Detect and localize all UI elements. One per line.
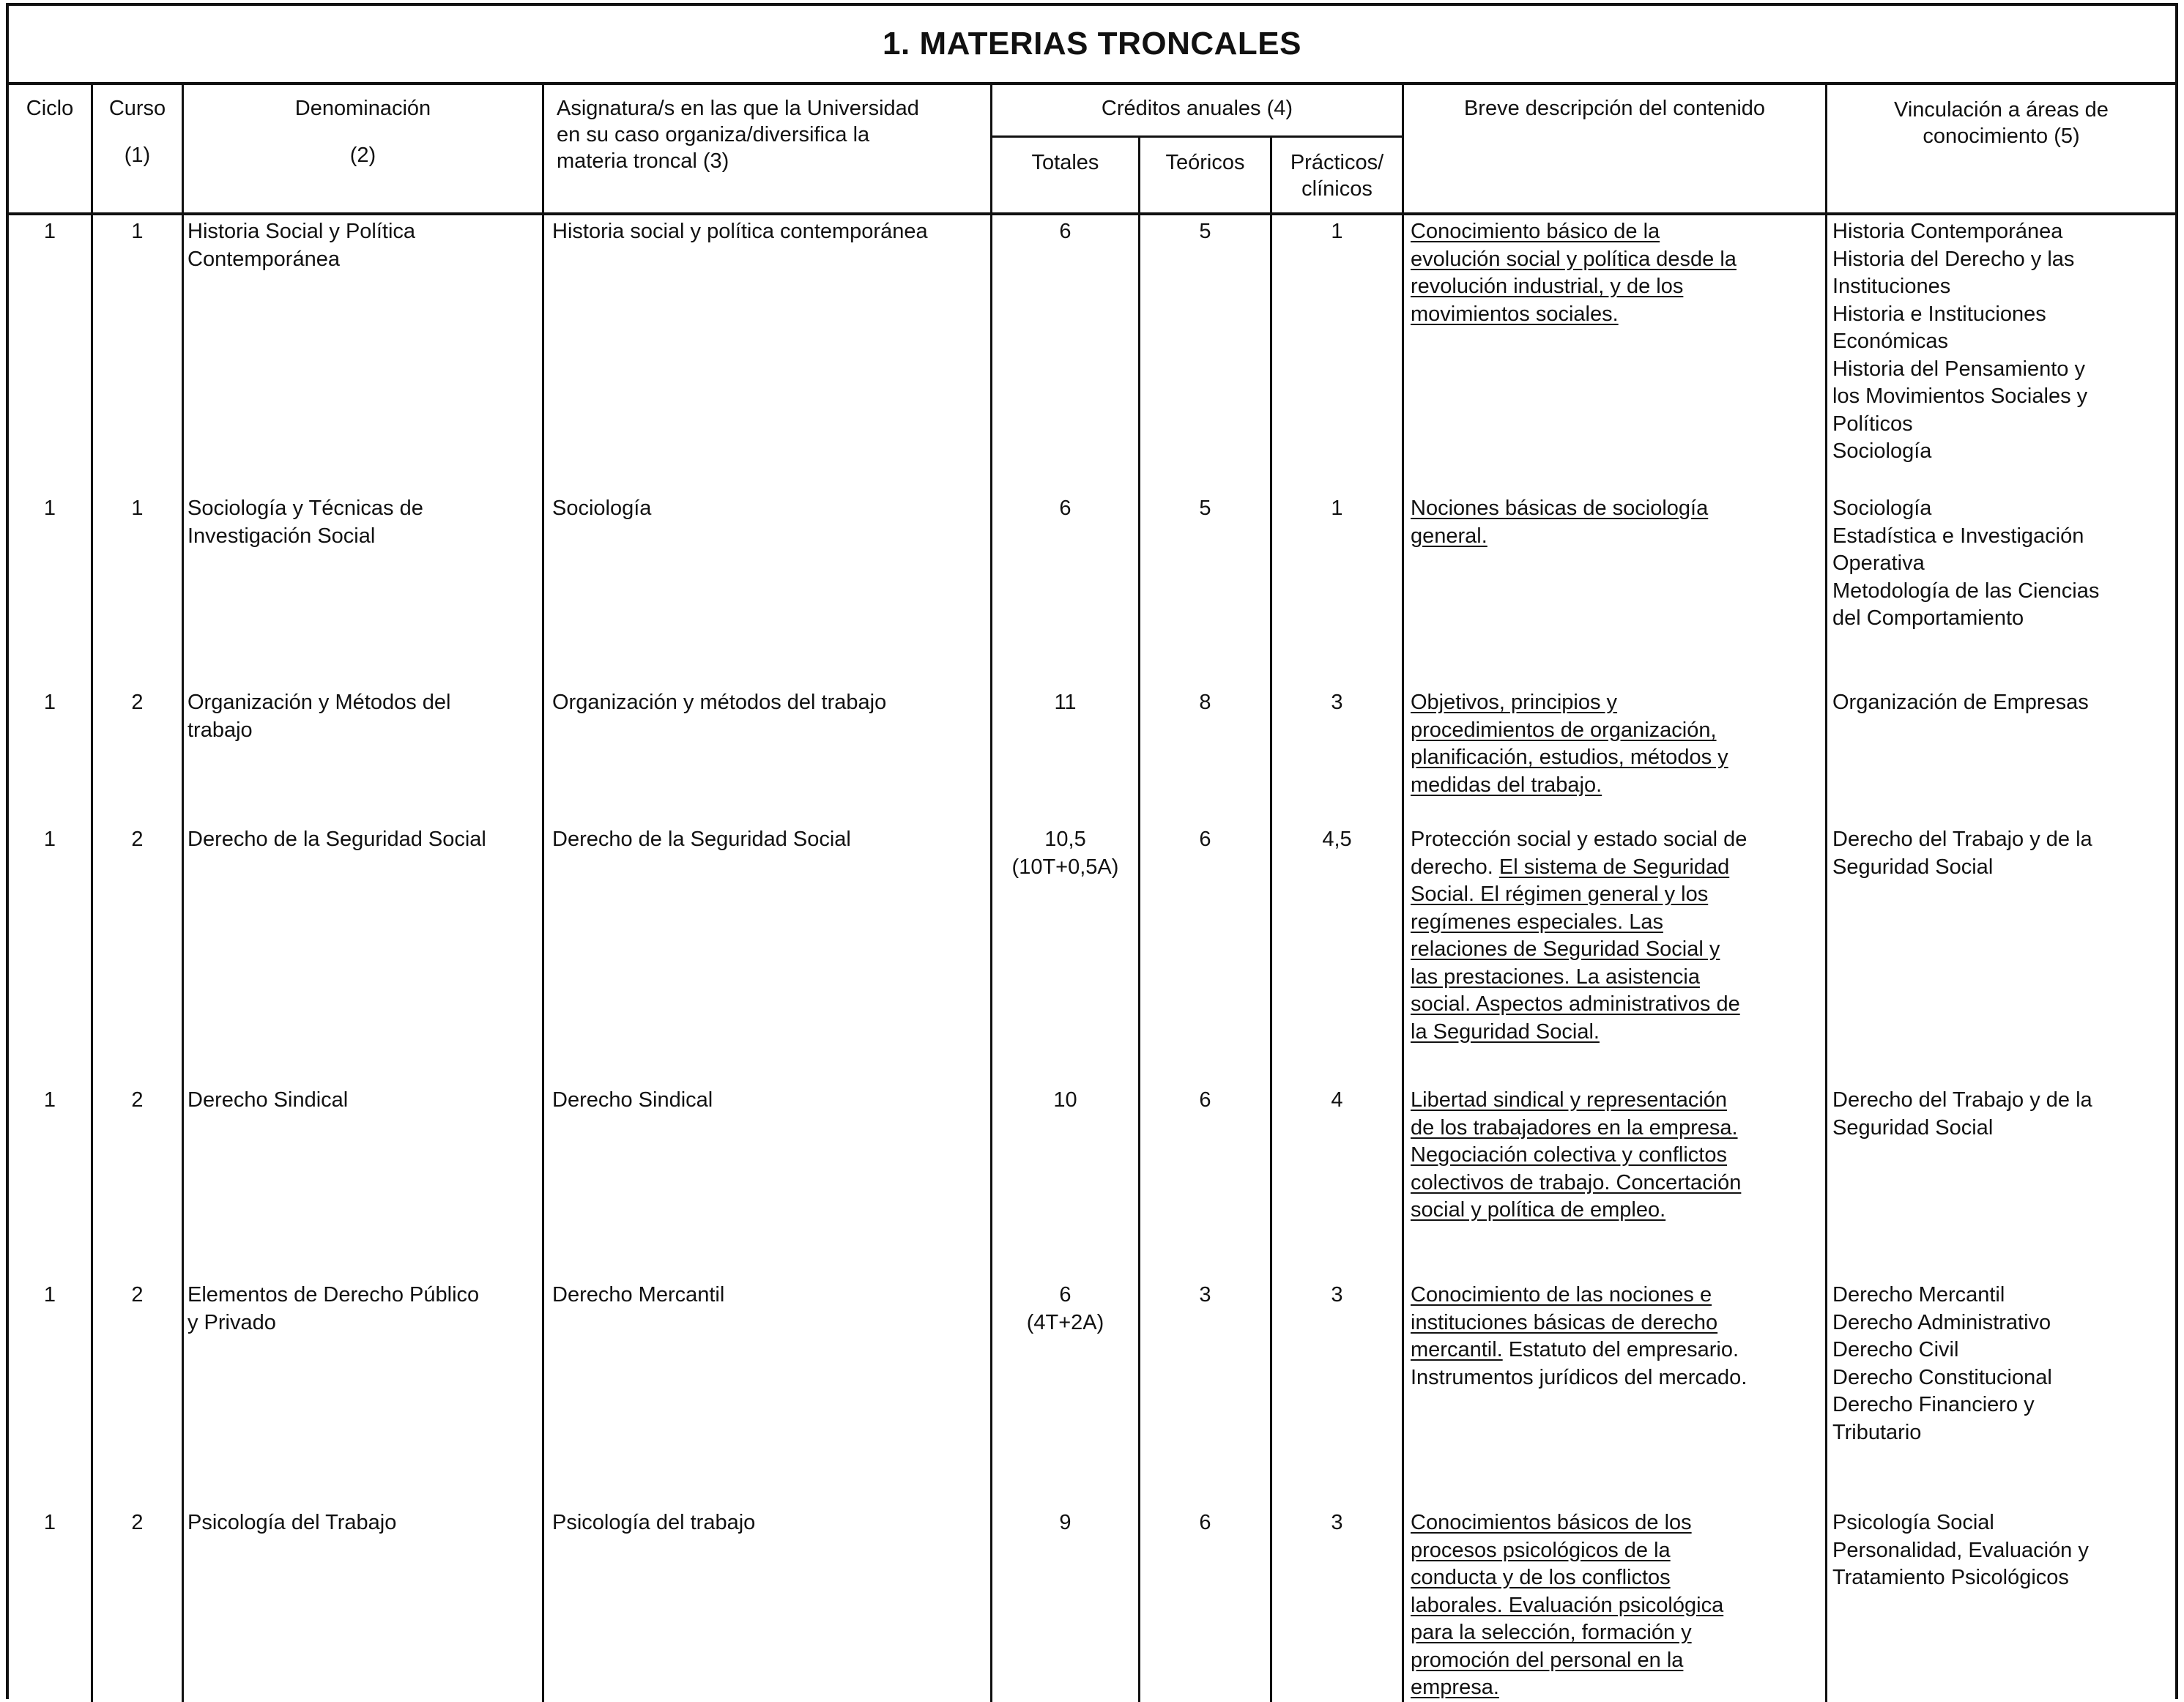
cell-teoricos: 6 bbox=[1199, 1511, 1211, 1534]
cell-descripcion: Conocimiento de las nociones e instituciones básicas de derecho mercantil. Estatuto del empresario. Instrumentos jurídicos del mercado. bbox=[1411, 1283, 1747, 1389]
cell-totales: 6 bbox=[1059, 497, 1071, 520]
cell-descripcion: Conocimiento básico de la evolución social y política desde la revolución industrial, y de los movimientos sociales. bbox=[1411, 220, 1737, 326]
cell-denominacion: Historia Social y Política Contemporánea bbox=[187, 220, 416, 271]
cell-curso: 2 bbox=[131, 1283, 144, 1307]
cell-practicos: 4,5 bbox=[1322, 828, 1352, 851]
cell-asignatura: Organización y métodos del trabajo bbox=[552, 691, 887, 714]
cell-totales: 11 bbox=[1054, 691, 1077, 714]
cell-asignatura: Sociología bbox=[552, 497, 652, 520]
cell-asignatura: Derecho Sindical bbox=[552, 1088, 713, 1112]
cell-practicos: 4 bbox=[1331, 1088, 1343, 1112]
cell-denominacion: Derecho de la Seguridad Social bbox=[187, 828, 486, 851]
col-divider-practicos bbox=[1402, 82, 1404, 1702]
cell-vinculacion: Organización de Empresas bbox=[1832, 691, 2089, 714]
document-sheet bbox=[6, 3, 2178, 1699]
cell-asignatura: Derecho Mercantil bbox=[552, 1283, 725, 1307]
cell-teoricos: 6 bbox=[1199, 828, 1211, 851]
header-denominacion: Denominación (2) bbox=[294, 97, 431, 167]
header-teoricos: Teóricos bbox=[1165, 151, 1245, 174]
cell-ciclo: 1 bbox=[43, 220, 56, 243]
header-ciclo: Ciclo bbox=[26, 97, 74, 120]
cell-vinculacion: Derecho del Trabajo y de la Seguridad Social bbox=[1832, 1088, 2092, 1140]
header-practicos: Prácticos/ clínicos bbox=[1290, 151, 1384, 201]
header-totales: Totales bbox=[1031, 151, 1099, 174]
header-bottom-border bbox=[9, 212, 2175, 215]
cell-curso: 2 bbox=[131, 691, 144, 714]
col-divider-denominacion bbox=[542, 82, 544, 1702]
cell-asignatura: Derecho de la Seguridad Social bbox=[552, 828, 851, 851]
header-creditos-anuales: Créditos anuales (4) bbox=[1101, 97, 1293, 120]
cell-totales: 6 (4T+2A) bbox=[1026, 1283, 1104, 1334]
col-divider-asignatura bbox=[990, 82, 992, 1702]
cell-practicos: 3 bbox=[1331, 1283, 1343, 1307]
creditos-subheader-divider bbox=[990, 135, 1404, 138]
cell-ciclo: 1 bbox=[43, 828, 56, 851]
header-vinculacion: Vinculación a áreas de conocimiento (5) bbox=[1894, 98, 2109, 148]
cell-totales: 6 bbox=[1059, 220, 1071, 243]
cell-denominacion: Derecho Sindical bbox=[187, 1088, 349, 1112]
cell-denominacion: Elementos de Derecho Público y Privado bbox=[187, 1283, 480, 1334]
cell-vinculacion: Derecho del Trabajo y de la Seguridad Social bbox=[1832, 828, 2092, 879]
cell-vinculacion: Psicología Social Personalidad, Evaluación y Tratamiento Psicológicos bbox=[1832, 1511, 2089, 1589]
cell-descripcion: Libertad sindical y representación de los trabajadores en la empresa. Negociación colectiva y conflictos colectivos de trabajo. Concertación social y política de empleo. bbox=[1411, 1088, 1742, 1222]
cell-teoricos: 6 bbox=[1199, 1088, 1211, 1112]
cell-descripcion: Objetivos, principios y procedimientos de organización, planificación, estudios, métodos y medidas del trabajo. bbox=[1411, 691, 1728, 797]
cell-ciclo: 1 bbox=[43, 691, 56, 714]
cell-ciclo: 1 bbox=[43, 1088, 56, 1112]
cell-vinculacion: Derecho Mercantil Derecho Administrativo Derecho Civil Derecho Constitucional Derecho Financiero y Tributario bbox=[1832, 1283, 2052, 1444]
page-title: 1. MATERIAS TRONCALES bbox=[9, 6, 2175, 85]
cell-totales: 10,5 (10T+0,5A) bbox=[1011, 828, 1119, 879]
cell-ciclo: 1 bbox=[43, 1283, 56, 1307]
col-divider-teoricos bbox=[1270, 138, 1272, 1702]
cell-denominacion: Sociología y Técnicas de Investigación Social bbox=[187, 497, 423, 548]
cell-asignatura: Psicología del trabajo bbox=[552, 1511, 756, 1534]
cell-practicos: 1 bbox=[1331, 220, 1343, 243]
col-divider-ciclo bbox=[91, 82, 93, 1702]
cell-curso: 1 bbox=[131, 497, 144, 520]
cell-curso: 2 bbox=[131, 1511, 144, 1534]
cell-denominacion: Organización y Métodos del trabajo bbox=[187, 691, 451, 742]
cell-teoricos: 5 bbox=[1199, 497, 1211, 520]
col-divider-curso bbox=[182, 82, 184, 1702]
col-divider-totales bbox=[1138, 138, 1140, 1702]
cell-teoricos: 8 bbox=[1199, 691, 1211, 714]
cell-vinculacion: Historia Contemporánea Historia del Derecho y las Instituciones Historia e Instituciones Económicas Historia del Pensamiento y los Movimientos Sociales y Políticos Sociología bbox=[1832, 220, 2088, 463]
cell-teoricos: 3 bbox=[1199, 1283, 1211, 1307]
cell-vinculacion: Sociología Estadística e Investigación Operativa Metodología de las Ciencias del Comportamiento bbox=[1832, 497, 2100, 630]
header-descripcion: Breve descripción del contenido bbox=[1463, 97, 1766, 120]
cell-denominacion: Psicología del Trabajo bbox=[187, 1511, 397, 1534]
cell-practicos: 1 bbox=[1331, 497, 1343, 520]
header-curso: Curso (1) bbox=[108, 97, 166, 167]
cell-teoricos: 5 bbox=[1199, 220, 1211, 243]
cell-asignatura: Historia social y política contemporánea bbox=[552, 220, 928, 243]
cell-descripcion: Nociones básicas de sociología general. bbox=[1411, 497, 1709, 548]
header-asignatura: Asignatura/s en las que la Universidad en su caso organiza/diversifica la materia troncal (3) bbox=[557, 97, 919, 173]
cell-totales: 9 bbox=[1059, 1511, 1071, 1534]
cell-ciclo: 1 bbox=[43, 497, 56, 520]
cell-ciclo: 1 bbox=[43, 1511, 56, 1534]
cell-descripcion: Protección social y estado social de derecho. El sistema de Seguridad Social. El régimen general y los regímenes especiales. Las relaciones de Seguridad Social y las prestaciones. La asistencia social. Aspectos administrativos de la Seguridad Social. bbox=[1411, 828, 1747, 1044]
cell-curso: 1 bbox=[131, 220, 144, 243]
cell-practicos: 3 bbox=[1331, 1511, 1343, 1534]
col-divider-descripcion bbox=[1825, 82, 1827, 1702]
cell-practicos: 3 bbox=[1331, 691, 1343, 714]
cell-descripcion: Conocimientos básicos de los procesos psicológicos de la conducta y de los conflictos laborales. Evaluación psicológica para la selección, formación y promoción del personal en la empresa. bbox=[1411, 1511, 1724, 1699]
cell-totales: 10 bbox=[1053, 1088, 1077, 1112]
cell-curso: 2 bbox=[131, 1088, 144, 1112]
cell-curso: 2 bbox=[131, 828, 144, 851]
